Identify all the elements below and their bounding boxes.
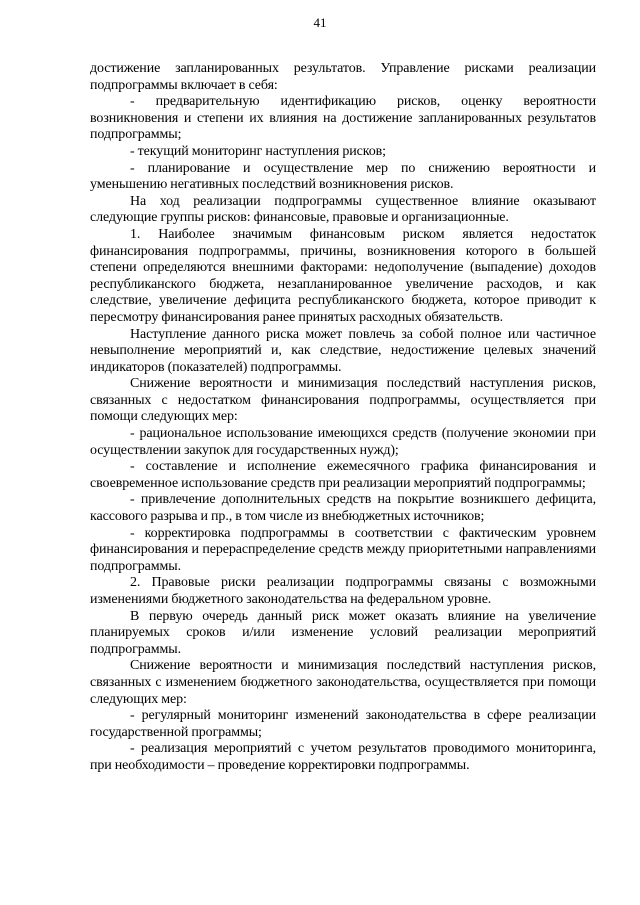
paragraph-risk-groups: На ход реализации подпрограммы существенное влияние оказывают следующие группы рисков: финансовые, правовые и организационные. <box>90 193 596 226</box>
paragraph-financial-measures-intro: Снижение вероятности и минимизация последствий наступления рисков, связанных с недостатком финансирования подпрограммы, осуществляется при помощи следующих мер: <box>90 376 596 425</box>
paragraph-financial-risk: 1. Наиболее значимым финансовым риском является недостаток финансирования подпрограммы, причины, возникновения которого в большей степени определяются внешними факторами: недополучение (выпадение) доходов республиканского бюджета, незапланированное увеличение расходов, и как следствие, увеличение дефицита республиканского бюджета, которое приводит к пересмотру финансирования ранее принятых расходных обязательств. <box>90 226 596 325</box>
document-body <box>90 61 596 775</box>
paragraph-1: достижение запланированных результатов. Управление рисками реализации подпрограммы включает в себя: <box>90 61 596 93</box>
list-item-9: - реализация мероприятий с учетом результатов проводимого мониторинга, при необходимости – проведение корректировки подпрограммы. <box>90 741 596 773</box>
list-item-5: - составление и исполнение ежемесячного графика финансирования и своевременное использование средств при реализации мероприятий подпрограммы; <box>90 459 596 491</box>
paragraph-risk-consequences: Наступление данного риска может повлечь за собой полное или частичное невыполнение мероприятий и, как следствие, недостижение целевых значений индикаторов (показателей) подпрограммы. <box>90 326 596 375</box>
list-item-8: - регулярный мониторинг изменений законодательства в сфере реализации государственной программы; <box>90 708 596 740</box>
paragraph-legal-measures-intro: Снижение вероятности и минимизация последствий наступления рисков, связанных с изменением бюджетного законодательства, осуществляется при помощи следующих мер: <box>90 658 596 707</box>
list-item-1: - предварительную идентификацию рисков, оценку вероятности возникновения и степени их влияния на достижение запланированных результатов подпрограммы; <box>90 94 596 143</box>
list-item-3: - планирование и осуществление мер по снижению вероятности и уменьшению негативных последствий возникновения рисков. <box>90 160 596 193</box>
list-item-7: - корректировка подпрограммы в соответствии с фактическим уровнем финансирования и перераспределение средств между приоритетными направлениями подпрограммы. <box>90 525 596 574</box>
page-number: 41 <box>313 15 327 30</box>
list-item-6: - привлечение дополнительных средств на покрытие возникшего дефицита, кассового разрыва и пр., в том числе из внебюджетных источников; <box>90 492 596 525</box>
paragraph-legal-risk: 2. Правовые риски реализации подпрограммы связаны с возможными изменениями бюджетного законодательства на федеральном уровне. <box>90 575 596 607</box>
list-item-4: - рациональное использование имеющихся средств (получение экономии при осуществлении закупок для государственных нужд); <box>90 426 596 458</box>
paragraph-legal-risk-impact: В первую очередь данный риск может оказать влияние на увеличение планируемых сроков и/или изменение условий реализации мероприятий подпрограммы. <box>90 608 596 657</box>
list-item-2: - текущий мониторинг наступления рисков; <box>130 143 386 159</box>
